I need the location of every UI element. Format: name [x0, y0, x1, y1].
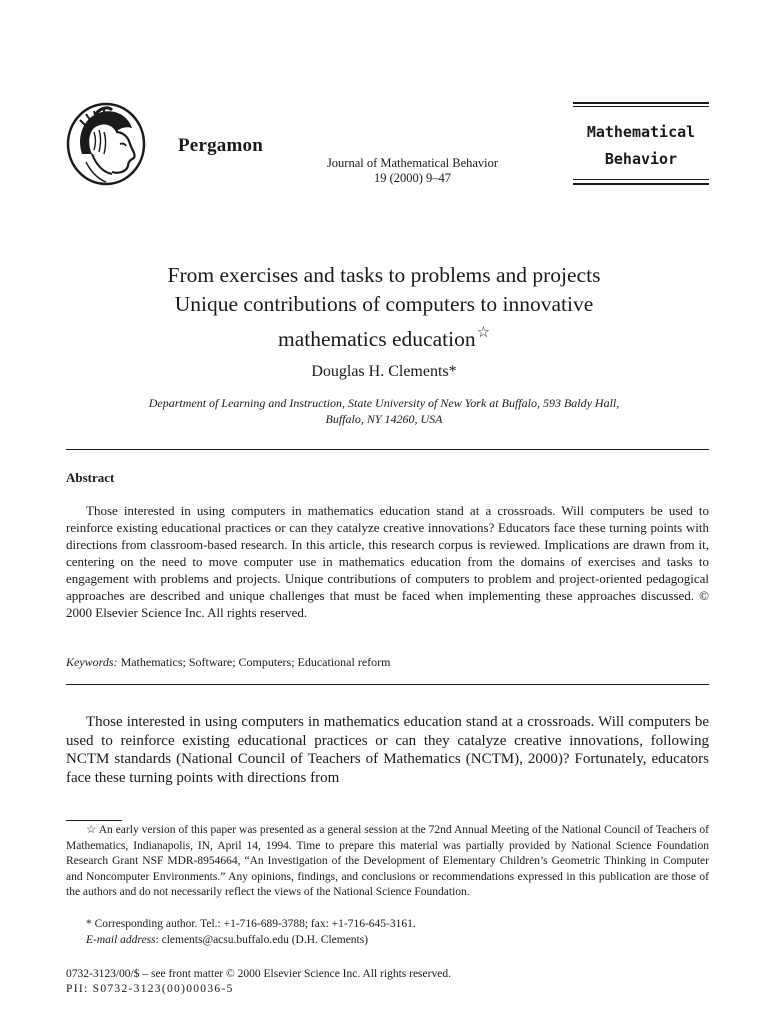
footnote-star-text: An early version of this paper was presented as a general session at the 72nd Annual Meeting of the National Council of Teachers of Mathematics, Indianapolis, IN, April 14, 1994. Time to prepare this material was partially provided by National Science Foundation Research Grant NSF MDR-8954664, “An Investigation of the Development of Elementary Children’s Geometric Thinking in Computer and Noncomputer Environments.” Any opinions, findings, and conclusions or recommendations expressed in this publication are those of the authors and do not necessarily reflect the views of the National Science Foundation. — [66, 824, 709, 898]
keywords-label: Keywords: — [66, 655, 118, 669]
affiliation-line-1: Department of Learning and Instruction, State University of New York at Buffalo, 593 Baldy Hall, — [148, 396, 620, 410]
article-title — [80, 261, 688, 354]
divider — [66, 449, 709, 450]
email-note — [66, 933, 709, 949]
author-affiliation — [80, 395, 688, 427]
keywords-values: Mathematics; Software; Computers; Educational reform — [120, 655, 391, 669]
journal-logo-line2: Behavior — [604, 150, 678, 168]
corresponding-author-note: * Corresponding author. Tel.: +1-716-689-3788; fax: +1-716-645-3161. — [86, 918, 416, 930]
author-name: Douglas H. Clements* — [311, 363, 457, 380]
athena-head-icon — [66, 102, 146, 186]
title-line-3: mathematics education — [277, 327, 476, 351]
pii-line: PII: S0732-3123(00)00036-5 — [66, 983, 234, 995]
journal-logo-rule — [573, 102, 709, 104]
abstract-text: Those interested in using computers in mathematics education stand at a crossroads. Will computers be used to reinforce existing educational practices or can they catalyze creative innovations? Educators face these turning points with directions from classroom-based research. In this article, this research corpus is reviewed. Implications are drawn from it, centering on the need to move computer use in mathematics education from the domains of exercises and tasks to engagement with problems and projects. Unique contributions of computers to problem and project-oriented pedagogical approaches are described and unique challenges that must be faced when implementing these approaches discussed. © 2000 Elsevier Science Inc. All rights reserved. — [66, 503, 709, 620]
star-footnote-marker[interactable]: ☆ — [476, 325, 491, 341]
journal-logo-rule — [573, 179, 709, 180]
footnote-star-marker: ☆ — [86, 824, 97, 836]
front-matter-line: 0732-3123/00/$ – see front matter © 2000 Elsevier Science Inc. All rights reserved. — [66, 968, 451, 980]
divider — [66, 684, 709, 685]
journal-logo-rule — [573, 106, 709, 107]
publisher-logo — [66, 102, 146, 186]
affiliation-line-2: Buffalo, NY 14260, USA — [325, 412, 443, 426]
journal-logo — [573, 102, 709, 186]
journal-citation — [300, 156, 525, 186]
title-line-2: Unique contributions of computers to innovative — [174, 292, 594, 316]
journal-name: Journal of Mathematical Behavior — [326, 156, 499, 170]
journal-logo-line1: Mathematical — [586, 123, 696, 141]
journal-logo-rule — [573, 183, 709, 185]
abstract-heading: Abstract — [66, 470, 115, 485]
volume-pages: 19 (2000) 9–47 — [373, 171, 452, 185]
keywords — [66, 655, 391, 670]
email-label: E-mail address — [86, 934, 156, 946]
publisher-name: Pergamon — [178, 135, 263, 156]
body-paragraph: Those interested in using computers in mathematics education stand at a crossroads. Will computers be used to reinforce existing educational practices or can they catalyze creative innovations, following NCTM standards (National Council of Teachers of Mathematics (NCTM), 2000)? Fortunately, educators face these turning points with directions from — [66, 714, 709, 786]
footnote-rule — [66, 820, 122, 821]
footnote-star — [66, 823, 709, 901]
email-address[interactable]: : clements@acsu.buffalo.edu (D.H. Clements) — [155, 934, 369, 946]
title-line-1: From exercises and tasks to problems and projects — [167, 263, 601, 287]
